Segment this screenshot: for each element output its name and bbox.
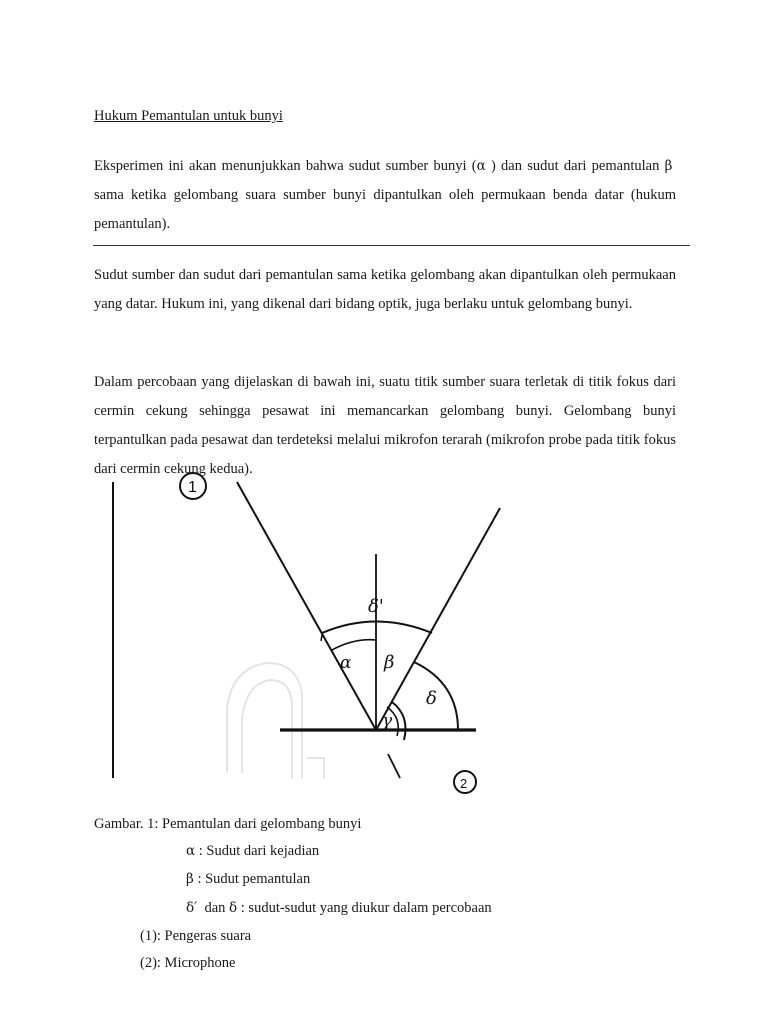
delta-label: δ: [426, 688, 437, 709]
delta-prime-arc: [322, 622, 432, 634]
legend-delta-prime-symbol: δ′: [186, 900, 198, 916]
beta-symbol: β: [664, 158, 673, 174]
legend-alpha: [186, 843, 319, 860]
intro-paragraph: [94, 152, 676, 239]
legend-alpha-text: : Sudut dari kejadian: [198, 843, 320, 859]
legend-item-2: (2): Microphone: [140, 955, 236, 971]
page-title: Hukum Pemantulan untuk bunyi: [94, 108, 283, 124]
label-1: 1: [188, 479, 197, 496]
alpha-label: α: [340, 653, 352, 673]
apparatus-ghost: [227, 663, 324, 778]
legend-dan: dan: [204, 900, 226, 916]
label-2: 2: [460, 776, 468, 791]
incident-ray: [237, 482, 376, 730]
legend-beta-text: : Sudut pemantulan: [197, 871, 311, 887]
microphone-axis: [388, 754, 400, 778]
reflected-ray: [376, 508, 500, 730]
beta-label: β: [384, 652, 395, 673]
gamma-arc-outer: [392, 702, 406, 740]
delta-prime-label: δ': [368, 596, 384, 617]
intro-text-2: ) dan sudut dari pemantulan: [490, 158, 660, 174]
intro-text-1: Eksperimen ini akan menunjukkan bahwa sudut sumber bunyi (: [94, 158, 477, 174]
delta-prime-arc-tick: [321, 635, 322, 641]
reflection-diagram: [92, 478, 512, 791]
legend-beta-symbol: β: [186, 871, 194, 887]
alpha-symbol: α: [476, 158, 486, 174]
horizontal-divider: [93, 245, 690, 246]
paragraph-2: Dalam percobaan yang dijelaskan di bawah ini, suatu titik sumber suara terletak di titik fokus dari cermin cekung sehingga pesawat ini memancarkan gelombang bunyi. Gelombang bunyi terpantulkan pada pesawat dan terdeteksi melalui mikrofon terarah (mikrofon probe pada titik fokus dari cermin cekung kedua).: [94, 374, 676, 477]
figure-caption: Gambar. 1: Pemantulan dari gelombang bunyi: [94, 816, 362, 832]
paragraph-1: Sudut sumber dan sudut dari pemantulan sama ketika gelombang akan dipantulkan oleh permukaan yang datar. Hukum ini, yang dikenal dari bidang optik, juga berlaku untuk gelombang bunyi.: [94, 267, 676, 312]
intro-text-3: sama ketika gelombang suara sumber bunyi dipantulkan oleh permukaan benda datar (hukum pemantulan).: [94, 187, 676, 232]
legend-alpha-symbol: α: [186, 843, 196, 859]
gamma-label: γ: [382, 711, 393, 731]
legend-beta: [186, 871, 310, 888]
legend-item-1: (1): Pengeras suara: [140, 928, 252, 944]
legend-delta-symbol: δ: [229, 900, 238, 916]
legend-delta: [186, 900, 492, 917]
legend-delta-text: : sudut-sudut yang diukur dalam percobaan: [240, 900, 492, 916]
alpha-arc: [332, 640, 376, 650]
